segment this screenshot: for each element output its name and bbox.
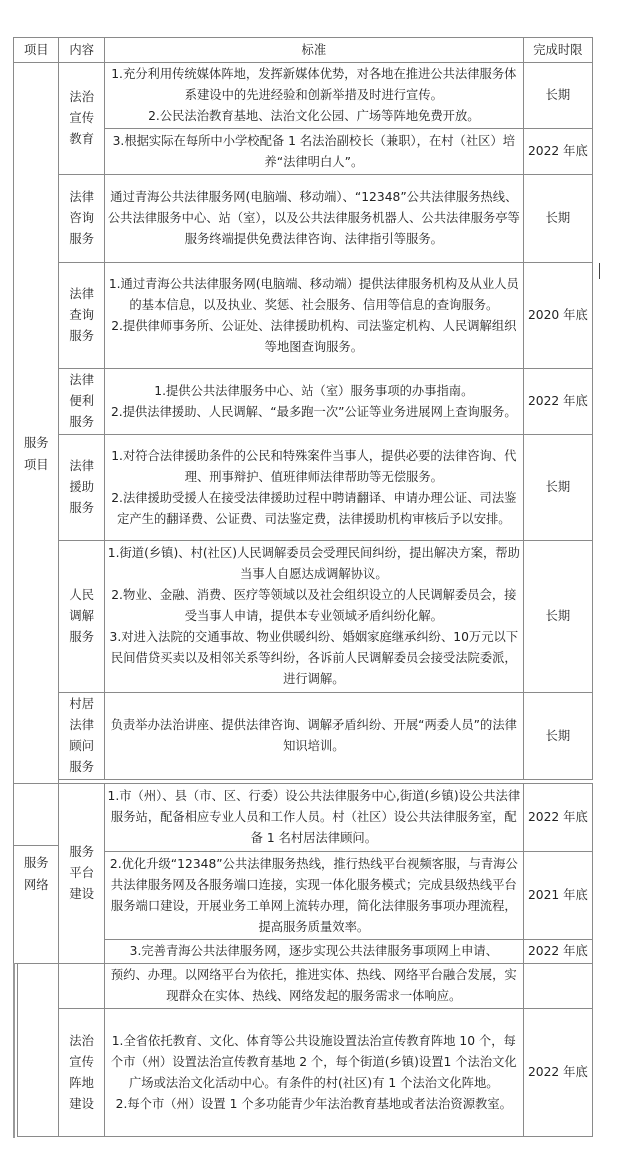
table-row — [14, 693, 593, 780]
text-cursor-mark — [599, 263, 600, 279]
standard-legal-aid: 1.对符合法律援助条件的公民和特殊案件当事人，提供必要的法律咨询、代理、刑事辩护、值班律师法律帮助等无偿服务。 2.法律援助受援人在接受法律援助过程中聘请翻译、申请办理公证、司法鉴定产生的翻译费、公证费、司法鉴定费，法律援助机构审核后予以安排。 — [104, 435, 523, 541]
table-row — [14, 784, 593, 852]
table-row — [18, 964, 593, 1009]
deadline-legal-publicity-2: 2022 年底 — [523, 129, 592, 175]
row-name-village-advisor: 村居法律顾问服务 — [59, 693, 104, 780]
table-row — [14, 175, 593, 263]
table-header-row — [14, 38, 593, 63]
standard-village-advisor: 负责举办法治讲座、提供法律咨询、调解矛盾纠纷、开展“两委人员”的法律知识培训。 — [104, 693, 523, 780]
deadline-publicity-base: 2022 年底 — [523, 1009, 592, 1137]
group-service-items: 服务项目 — [14, 63, 59, 846]
standard-mediation: 1.街道(乡镇)、村(社区)人民调解委员会受理民间纠纷，提出解决方案，帮助当事人自愿达成调解协议。 2.物业、金融、消费、医疗等领域以及社会组织设立的人民调解委员会，接受当事人申请，提供本专业领域矛盾纠纷化解。 3.对进入法院的交通事故、物业供暖纠纷、婚姻家庭继承纠纷、10万元以下民间借贷买卖以及相邻关系等纠纷，各诉前人民调解委员会接受法院委派，进行调解。 — [104, 541, 523, 693]
deadline-legal-aid: 长期 — [523, 435, 592, 541]
standard-service-platform-1: 1.市（州）、县（市、区、行委）设公共法律服务中心,街道(乡镇)设公共法律服务站，配备相应专业人员和工作人员。村（社区）设公共法律服务室，配备 1 名村居法律顾问。 — [104, 784, 523, 852]
standard-legal-query: 1.通过青海公共法律服务网(电脑端、移动端）提供法律服务机构及从业人员的基本信息，以及执业、奖惩、社会服务、信用等信息的查询服务。 2.提供律师事务所、公证处、法律援助机构、司法鉴定机构、人民调解组织等地图查询服务。 — [104, 263, 523, 369]
deadline-service-platform-1: 2022 年底 — [523, 784, 592, 852]
deadline-service-platform-2: 2021 年底 — [523, 852, 592, 940]
standard-continuation: 预约、办理。以网络平台为依托，推进实体、热线、网络平台融合发展，实现群众在实体、热线、网络发起的服务需求一体响应。 — [104, 964, 523, 1009]
deadline-legal-consult: 长期 — [523, 175, 592, 263]
deadline-continuation-cell — [523, 964, 592, 1009]
service-network-table — [13, 783, 593, 964]
group-continuation-cell — [18, 964, 59, 1137]
header-content: 内容 — [59, 38, 104, 63]
group-service-network-label: 服务网络 — [14, 784, 59, 964]
page-edge-line — [13, 963, 15, 1138]
table-row — [14, 435, 593, 541]
deadline-village-advisor: 长期 — [523, 693, 592, 780]
row-name-legal-aid: 法律援助服务 — [59, 435, 104, 541]
table-row — [14, 63, 593, 129]
header-standard: 标准 — [104, 38, 523, 63]
table-row — [14, 369, 593, 435]
row-name-legal-publicity: 法治宣传教育 — [59, 63, 104, 175]
row-name-mediation: 人民调解服务 — [59, 541, 104, 693]
row-name-legal-query: 法律查询服务 — [59, 263, 104, 369]
row-name-publicity-base: 法治宣传阵地建设 — [59, 1009, 105, 1137]
deadline-legal-publicity-1: 长期 — [523, 63, 592, 129]
standard-legal-consult: 通过青海公共法律服务网(电脑端、移动端）、“12348”公共法律服务热线、公共法律服务中心、站（室），以及公共法律服务机器人、公共法律服务亭等服务终端提供免费法律咨询、法律指引等服务。 — [104, 175, 523, 263]
name-continuation-cell — [59, 964, 105, 1009]
continuation-table — [17, 963, 593, 1137]
deadline-legal-query: 2020 年底 — [523, 263, 592, 369]
header-item: 项目 — [14, 38, 59, 63]
table-row — [14, 263, 593, 369]
standard-publicity-base: 1.全省依托教育、文化、体育等公共设施设置法治宣传教育阵地 10 个，每个市（州）设置法治宣传教育基地 2 个，每个街道(乡镇)设置1 个法治文化广场或法治文化活动中心。有条件的村(社区)有 1 个法治文化阵地。 2.每个市（州）设置 1 个多功能青少年法治教育基地或者法治资源教室。 — [104, 1009, 523, 1137]
standard-legal-publicity-1: 1.充分利用传统媒体阵地，发挥新媒体优势，对各地在推进公共法律服务体系建设中的先进经验和创新举措及时进行宣传。 2.公民法治教育基地、法治文化公园、广场等阵地免费开放。 — [104, 63, 523, 129]
standard-legal-convenience: 1.提供公共法律服务中心、站（室）服务事项的办事指南。 2.提供法律援助、人民调解、“最多跑一次”公证等业务进展网上查询服务。 — [104, 369, 523, 435]
table-row — [18, 1009, 593, 1137]
deadline-legal-convenience: 2022 年底 — [523, 369, 592, 435]
table-row — [14, 541, 593, 693]
row-name-legal-consult: 法律咨询服务 — [59, 175, 104, 263]
service-standards-table — [13, 37, 593, 846]
row-name-service-platform: 服务平台建设 — [59, 784, 104, 964]
standard-service-platform-3: 3.完善青海公共法律服务网，逐步实现公共法律服务事项网上申请、 — [104, 940, 523, 964]
header-deadline: 完成时限 — [523, 38, 592, 63]
standard-legal-publicity-2: 3.根据实际在每所中小学校配备 1 名法治副校长（兼职），在村（社区）培养“法律明白人”。 — [104, 129, 523, 175]
deadline-service-platform-3: 2022 年底 — [523, 940, 592, 964]
standard-service-platform-2: 2.优化升级“12348”公共法律服务热线，推行热线平台视频客服，与青海公共法律服务网及各服务端口连接，实现一体化服务模式；完成县级热线平台服务端口建设，开展业务工单网上流转办理，简化法律服务事项办理流程，提高服务质量效率。 — [104, 852, 523, 940]
row-name-legal-convenience: 法律便利服务 — [59, 369, 104, 435]
deadline-mediation: 长期 — [523, 541, 592, 693]
